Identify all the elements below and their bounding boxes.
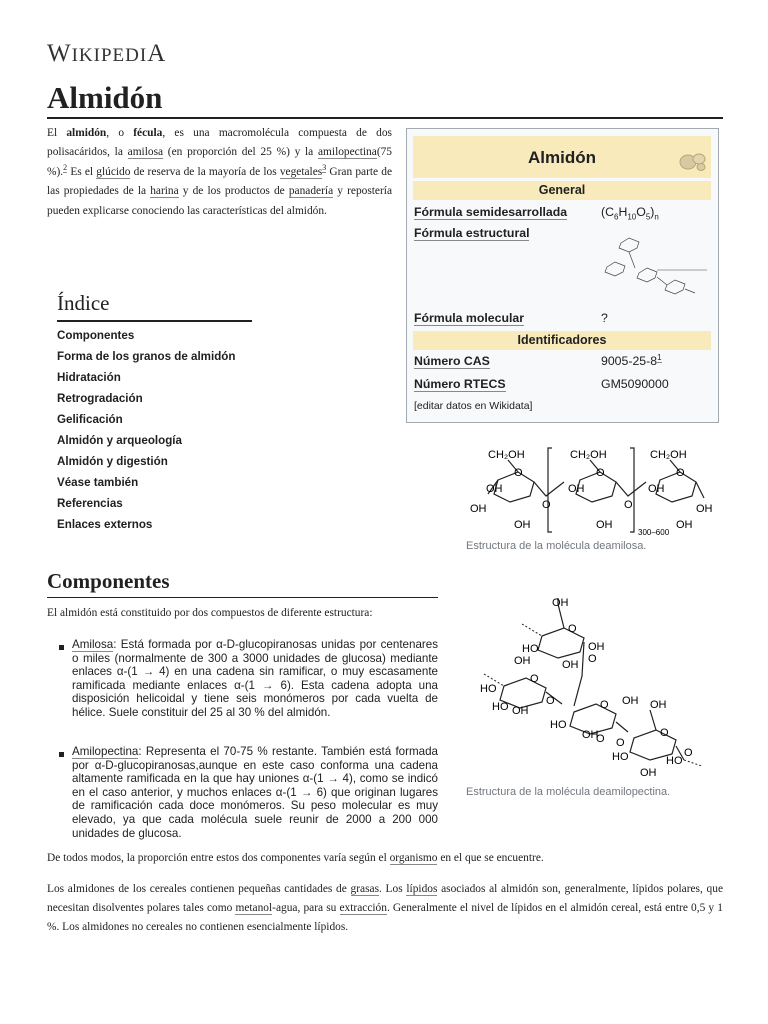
oh-label: OH	[568, 483, 585, 495]
infobox	[406, 128, 719, 423]
ref-1[interactable]: 1	[657, 352, 662, 362]
link-glucido[interactable]: glúcido	[96, 165, 131, 178]
label-formula-estructural[interactable]: Fórmula estructural	[414, 226, 530, 240]
ref-2[interactable]: 2	[63, 163, 68, 173]
o-label: O	[624, 499, 633, 511]
link-amilosa[interactable]: amilosa	[127, 146, 164, 159]
amylose-structure-diagram[interactable]	[462, 440, 724, 540]
ref-3[interactable]: 3	[322, 163, 327, 173]
section-paragraph: El almidón está constituido por dos compuestos de diferente estructura:	[47, 607, 373, 619]
o-label: O	[600, 699, 609, 711]
o-label: O	[596, 467, 605, 479]
oh-label: OH	[696, 503, 713, 515]
edit-wikidata-link[interactable]: [editar datos en Wikidata]	[414, 400, 533, 412]
ho-label: HO	[492, 701, 509, 713]
link-amilopectina-list[interactable]: Amilopectina	[72, 745, 139, 758]
label-numero-rtecs[interactable]: Número RTECS	[414, 377, 506, 391]
section-heading-componentes: Componentes	[47, 569, 170, 593]
toc-item[interactable]: Gelificación	[57, 413, 123, 426]
oh-label: OH	[514, 655, 531, 667]
oh-label: OH	[470, 503, 487, 515]
toc-item[interactable]: Hidratación	[57, 371, 121, 384]
ho-label: HO	[522, 643, 539, 655]
infobox-section-identificadores: Identificadores	[413, 331, 711, 350]
oh-label: OH	[582, 729, 599, 741]
o-label: O	[676, 467, 685, 479]
amylopectin-caption: Estructura de la molécula deamilopectina.	[466, 786, 671, 798]
link-lipidos[interactable]: lípidos	[406, 883, 438, 895]
label-formula-molecular[interactable]: Fórmula molecular	[414, 311, 525, 325]
o-label: O	[616, 737, 625, 749]
title-divider	[47, 117, 723, 119]
toc-item[interactable]: Almidón y arqueología	[57, 434, 182, 447]
oh-label: OH	[552, 597, 569, 609]
oh-label: OH	[512, 705, 529, 717]
value-numero-rtecs: GM5090000	[601, 377, 669, 391]
o-label: O	[596, 733, 605, 745]
value-numero-cas: $9005-25-8^1$	[601, 352, 662, 368]
oh-label: OH	[514, 519, 531, 531]
repeat-range-label: 300–600	[638, 528, 670, 537]
amylose-caption: Estructura de la molécula deamilosa.	[466, 540, 647, 552]
ch2oh-label: CH₂OH	[570, 449, 607, 461]
value-formula-molecular: ?	[601, 311, 608, 325]
oh-label: OH	[562, 659, 579, 671]
o-label: O	[588, 653, 597, 665]
link-grasas[interactable]: grasas	[350, 883, 379, 895]
link-organismo[interactable]: organismo	[389, 852, 438, 864]
label-formula-semidesarrollada[interactable]: Fórmula semidesarrollada	[414, 205, 568, 219]
ch2oh-label: CH₂OH	[650, 449, 687, 461]
section-paragraph: Los almidones de los cereales contienen pequeñas cantidades de grasas. Los lípidos asociados al almidón son, generalmente, lípidos polares, que necesitan disolventes polares tales como metanol-agua, para su extracción. Generalmente el nivel de lípidos en el almidón cereal, está entre 0,5 y 1 %. Los almidones no cereales no contienen esencialmente lípidos.	[47, 883, 723, 933]
link-panaderia[interactable]: panadería	[288, 185, 334, 198]
toc-item[interactable]: Enlaces externos	[57, 518, 153, 531]
section-divider	[47, 597, 438, 598]
oh-label: OH	[676, 519, 693, 531]
link-harina[interactable]: harina	[150, 185, 179, 198]
page-title: Almidón	[47, 80, 163, 115]
toc-title: Índice	[57, 291, 110, 315]
link-amilopectina[interactable]: amilopectina	[317, 146, 377, 159]
label-numero-cas[interactable]: Número CAS	[414, 354, 490, 368]
oh-label: OH	[596, 519, 613, 531]
ch2oh-label: CH₂OH	[488, 449, 525, 461]
infobox-title: Almidón	[528, 148, 596, 167]
o-label: O	[546, 695, 555, 707]
o-label: O	[530, 673, 539, 685]
o-label: O	[684, 747, 693, 759]
list-item-amilosa: Amilosa: Está formada por α-D-glucopiranosas unidas por centenares o miles (normalmente de 300 a 3000 unidades de glucosa) mediante enlaces α-(1 → 4) en una cadena sin ramificar, o muy escasamente ramificada mediante enlaces α-(1 → 6). Esta cadena adopta una disposición helicoidal y tiene seis monómeros por cada vuelta de hélice. Suele constituir del 25 al 30 % del almidón.	[72, 638, 438, 719]
toc-item[interactable]: Forma de los granos de almidón	[57, 350, 236, 363]
oh-label: OH	[648, 483, 665, 495]
amylopectin-structure-diagram[interactable]	[462, 588, 724, 782]
ho-label: HO	[480, 683, 497, 695]
link-extraccion[interactable]: extracción	[339, 902, 387, 914]
toc-item[interactable]: Referencias	[57, 497, 123, 510]
intro-paragraph: El almidón, o fécula, es una macromolécula compuesta de dos polisacáridos, la amilosa (en proporción del 25 %) y la amilopectina(75 %).$^2$ Es el glúcido de reserva de la mayoría de los vegetales$^3$ Gran parte de las propiedades de la harina y de los productos de panadería y repostería pueden explicarse conociendo las características del almidón.	[47, 127, 393, 217]
starch-grains-image[interactable]	[679, 150, 707, 172]
link-vegetales[interactable]: vegetales	[279, 165, 323, 178]
link-amilosa-list[interactable]: Amilosa	[72, 638, 114, 651]
ho-label: HO	[550, 719, 567, 731]
logo-letters: IKIPEDI	[71, 45, 148, 66]
structural-formula-image[interactable]	[599, 225, 709, 303]
o-label: O	[660, 727, 669, 739]
toc-item[interactable]: Véase también	[57, 476, 139, 489]
value-formula-semidesarrollada: $(C_6H_{10}O_5)_n$	[601, 205, 659, 222]
oh-label: OH	[486, 483, 503, 495]
logo-letter: W	[47, 40, 72, 67]
o-label: O	[568, 623, 577, 635]
ho-label: HO	[666, 755, 683, 767]
oh-label: OH	[650, 699, 667, 711]
oh-label: OH	[622, 695, 639, 707]
list-item-amilopectina: Amilopectina: Representa el 70-75 % restante. También está formada por α-D-glucopiranosas,aunque en este caso conforma una cadena altamente ramificada en la que hay uniones α-(1 → 4), como se indicó en el caso anterior, y muchos enlaces α-(1 → 6) que originan lugares de ramificación cada doce monómeros. Su peso molecular es muy elevado, ya que cada molécula suele reunir de 2000 a 200 000 unidades de glucosa.	[72, 745, 438, 840]
toc-divider	[57, 320, 252, 322]
toc-item[interactable]: Componentes	[57, 329, 135, 342]
o-label: O	[542, 499, 551, 511]
oh-label: OH	[640, 767, 657, 779]
bullet-icon	[59, 645, 64, 650]
section-paragraph: De todos modos, la proporción entre estos dos componentes varía según el organismo en el que se encuentre.	[47, 852, 544, 864]
logo-letter: A	[147, 40, 167, 67]
infobox-section-general: General	[413, 181, 711, 200]
ho-label: HO	[612, 751, 629, 763]
bullet-icon	[59, 752, 64, 757]
toc-item[interactable]: Almidón y digestión	[57, 455, 168, 468]
toc-item[interactable]: Retrogradación	[57, 392, 143, 405]
wikipedia-logo[interactable]	[47, 40, 166, 68]
link-metanol[interactable]: metanol	[235, 902, 273, 914]
o-label: O	[514, 467, 523, 479]
infobox-header	[413, 136, 711, 178]
oh-label: OH	[588, 641, 605, 653]
